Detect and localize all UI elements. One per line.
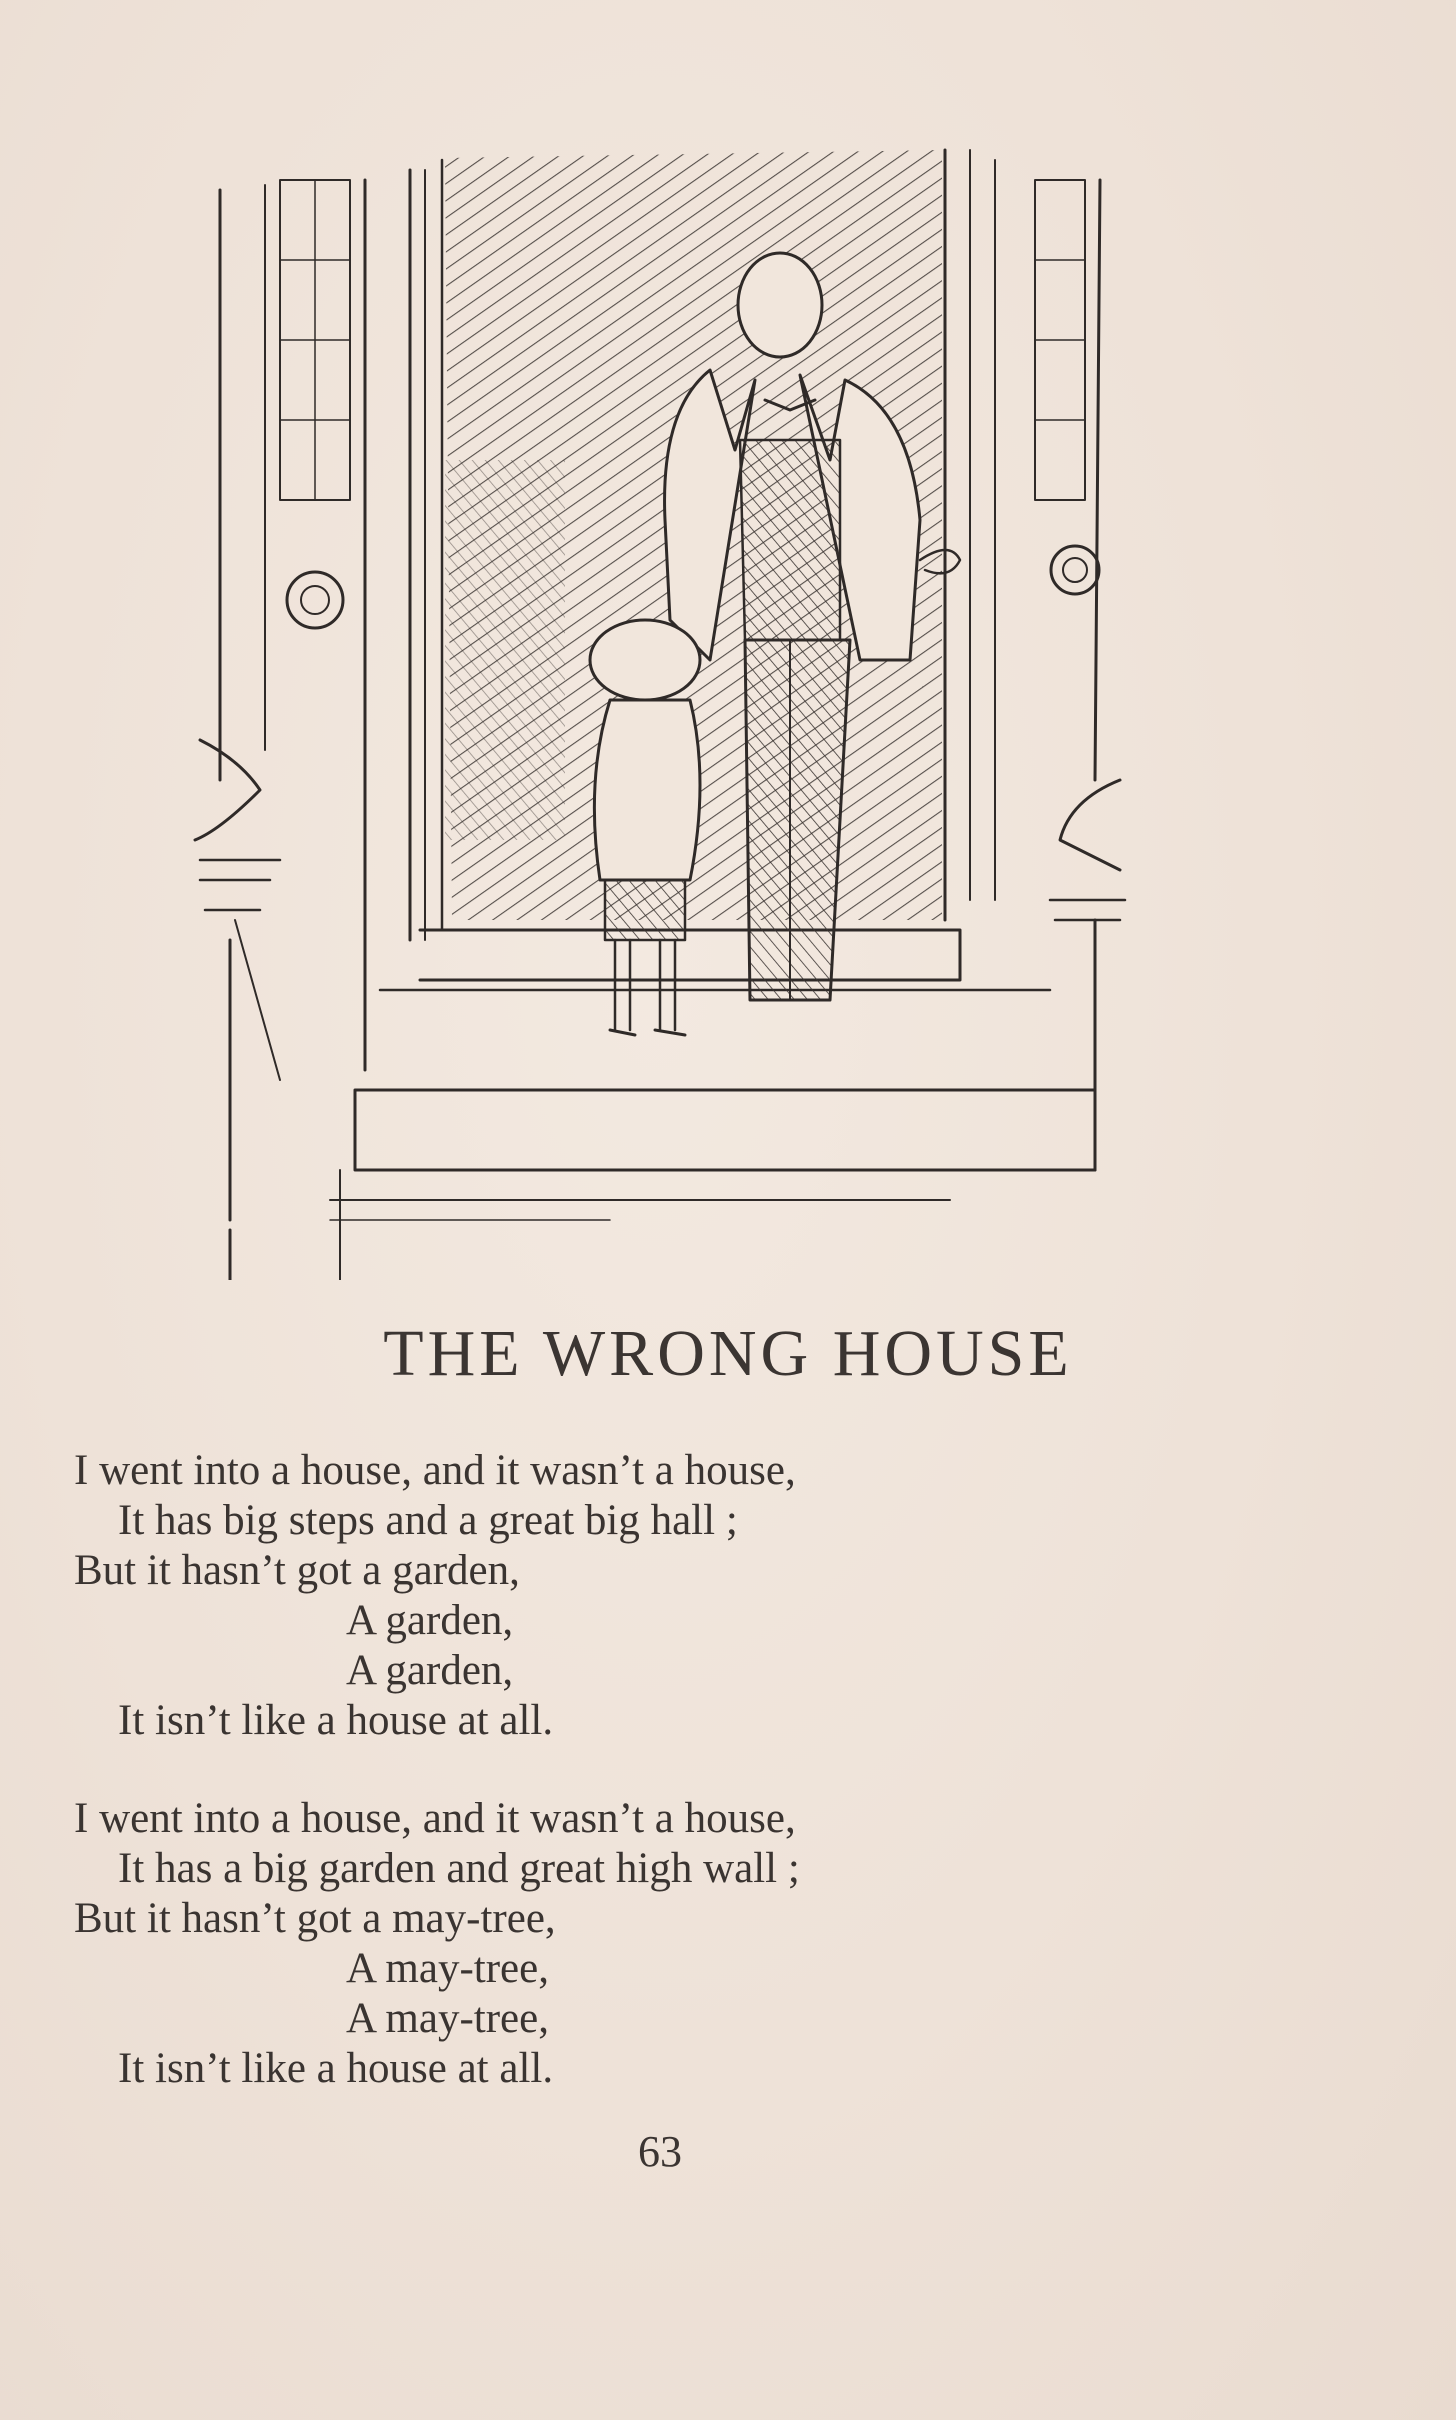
poem-line: A may-tree, (346, 1945, 549, 1992)
poem-line: A garden, (346, 1597, 514, 1644)
poem-line: But it hasn’t got a may-tree, (74, 1895, 556, 1942)
poem-line: I went into a house, and it wasn’t a house, (74, 1447, 796, 1494)
poem-line: It isn’t like a house at all. (118, 1697, 554, 1744)
page-number: 63 (638, 2127, 682, 2176)
poem-line: It has a big garden and great high wall ; (118, 1845, 800, 1892)
poem-title: THE WRONG HOUSE (383, 1317, 1073, 1390)
poem-line: A garden, (346, 1647, 514, 1694)
poem-line: It isn’t like a house at all. (118, 2045, 554, 2092)
stanza-2 (74, 1794, 1074, 2094)
child-figure (590, 620, 700, 1035)
doorway-illustration (190, 140, 1130, 1280)
poem-line: I went into a house, and it wasn’t a house, (74, 1795, 796, 1842)
poem-line: But it hasn’t got a garden, (74, 1547, 520, 1594)
poem-line: A may-tree, (346, 1995, 549, 2042)
poem-line: It has big steps and a great big hall ; (118, 1497, 738, 1544)
stanza-1 (74, 1446, 1074, 1746)
